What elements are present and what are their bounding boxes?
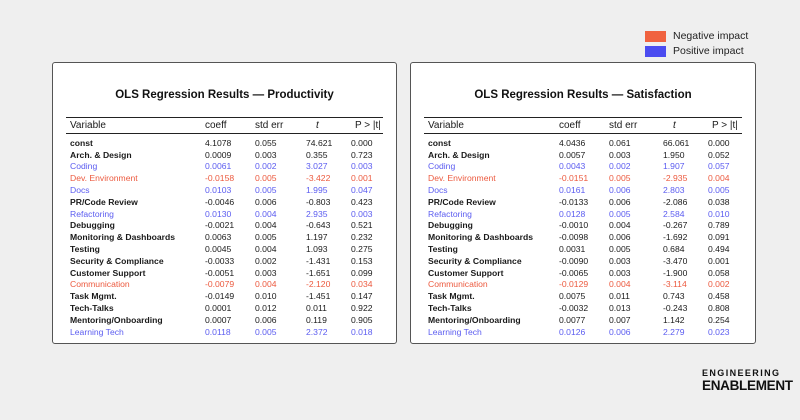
cell-std-err: 0.005	[255, 326, 277, 337]
header-p: P > |t|	[355, 120, 381, 131]
table-row	[424, 161, 742, 173]
cell-std-err: 0.013	[609, 303, 631, 314]
cell-std-err: 0.002	[255, 161, 277, 172]
cell-t: -2.120	[306, 279, 331, 290]
cell-variable: Tech-Talks	[428, 303, 472, 314]
cell-variable: Dev. Environment	[70, 173, 138, 184]
cell-variable: const	[70, 137, 93, 148]
cell-coeff: -0.0079	[205, 279, 235, 290]
cell-t: 1.093	[306, 244, 328, 255]
table-row	[424, 243, 742, 255]
cell-coeff: 0.0126	[559, 326, 586, 337]
cell-std-err: 0.004	[255, 244, 277, 255]
cell-std-err: 0.002	[255, 255, 277, 266]
cell-p: 0.005	[708, 185, 730, 196]
cell-p: 0.905	[351, 314, 373, 325]
cell-variable: Dev. Environment	[428, 173, 496, 184]
cell-coeff: 0.0130	[205, 208, 232, 219]
cell-variable: Docs	[70, 185, 90, 196]
cell-std-err: 0.061	[609, 137, 631, 148]
cell-variable: Communication	[428, 279, 488, 290]
cell-std-err: 0.010	[255, 291, 277, 302]
table-row	[424, 149, 742, 161]
cell-p: 0.010	[708, 208, 730, 219]
table-row	[66, 314, 383, 326]
productivity-panel	[52, 62, 397, 344]
cell-t: 1.950	[663, 149, 685, 160]
legend-label: Negative impact	[673, 30, 749, 42]
cell-std-err: 0.003	[255, 267, 277, 278]
cell-variable: Communication	[70, 279, 130, 290]
cell-coeff: 0.0001	[205, 303, 232, 314]
cell-t: 2.279	[663, 326, 685, 337]
cell-std-err: 0.012	[255, 303, 277, 314]
cell-std-err: 0.006	[255, 196, 277, 207]
cell-t: -1.451	[306, 291, 331, 302]
cell-variable: Debugging	[428, 220, 473, 231]
cell-coeff: -0.0098	[559, 232, 589, 243]
cell-p: 0.052	[708, 149, 730, 160]
cell-p: 0.047	[351, 185, 373, 196]
cell-p: 0.091	[708, 232, 730, 243]
table-row	[424, 137, 742, 149]
table-row	[424, 302, 742, 314]
panel-title: OLS Regression Results — Satisfaction	[474, 89, 692, 101]
cell-std-err: 0.004	[255, 220, 277, 231]
cell-p: 0.232	[351, 232, 373, 243]
cell-coeff: 0.0077	[559, 314, 586, 325]
cell-variable: Docs	[428, 185, 448, 196]
cell-t: 0.684	[663, 244, 685, 255]
cell-t: -0.803	[306, 196, 331, 207]
table-body	[66, 134, 383, 338]
negative-swatch	[645, 31, 666, 42]
cell-std-err: 0.006	[609, 326, 631, 337]
cell-std-err: 0.005	[609, 244, 631, 255]
cell-std-err: 0.003	[609, 255, 631, 266]
cell-t: 2.803	[663, 185, 685, 196]
header-std-err: std err	[609, 120, 638, 131]
header-t: t	[673, 120, 676, 131]
cell-p: 0.058	[708, 267, 730, 278]
header-coeff: coeff	[205, 120, 227, 131]
cell-t: -1.431	[306, 255, 331, 266]
cell-coeff: -0.0010	[559, 220, 589, 231]
cell-t: 2.584	[663, 208, 685, 219]
cell-p: 0.254	[708, 314, 730, 325]
legend-item-positive	[645, 44, 748, 58]
cell-coeff: -0.0051	[205, 267, 235, 278]
table-header	[66, 117, 383, 134]
table-header	[424, 117, 742, 134]
cell-variable: Learning Tech	[70, 326, 124, 337]
cell-coeff: -0.0133	[559, 196, 589, 207]
cell-t: -3.470	[663, 255, 688, 266]
legend-label: Positive impact	[673, 45, 744, 57]
cell-std-err: 0.006	[609, 232, 631, 243]
cell-t: 0.119	[306, 314, 327, 325]
cell-std-err: 0.011	[609, 291, 630, 302]
table-row	[424, 314, 742, 326]
cell-t: -0.643	[306, 220, 331, 231]
table-row	[424, 220, 742, 232]
cell-t: 0.743	[663, 291, 685, 302]
cell-coeff: 0.0118	[205, 326, 231, 337]
cell-t: 74.621	[306, 137, 333, 148]
cell-variable: Mentoring/Onboarding	[70, 314, 163, 325]
table-row	[424, 196, 742, 208]
table-row	[424, 326, 742, 338]
cell-std-err: 0.006	[609, 196, 631, 207]
cell-t: -0.267	[663, 220, 688, 231]
cell-p: 0.922	[351, 303, 373, 314]
cell-variable: Customer Support	[70, 267, 146, 278]
cell-variable: Arch. & Design	[70, 149, 132, 160]
cell-coeff: -0.0158	[205, 173, 235, 184]
cell-variable: Refactoring	[70, 208, 114, 219]
cell-coeff: -0.0032	[559, 303, 589, 314]
cell-variable: Arch. & Design	[428, 149, 490, 160]
header-variable: Variable	[428, 120, 464, 131]
cell-coeff: 0.0009	[205, 149, 232, 160]
cell-t: 2.935	[306, 208, 328, 219]
cell-coeff: -0.0065	[559, 267, 589, 278]
cell-std-err: 0.007	[609, 314, 631, 325]
cell-coeff: 0.0031	[559, 244, 586, 255]
cell-coeff: 0.0063	[205, 232, 232, 243]
legend	[645, 29, 748, 59]
cell-p: 0.000	[708, 137, 730, 148]
legend-item-negative	[645, 29, 748, 43]
table-row	[66, 149, 383, 161]
cell-t: -1.900	[663, 267, 688, 278]
table-row	[424, 231, 742, 243]
table-row	[66, 243, 383, 255]
cell-std-err: 0.006	[255, 314, 277, 325]
cell-t: -3.422	[306, 173, 331, 184]
cell-t: 2.372	[306, 326, 328, 337]
cell-variable: Mentoring/Onboarding	[428, 314, 521, 325]
cell-t: 0.355	[306, 149, 328, 160]
cell-coeff: 0.0043	[559, 161, 586, 172]
cell-p: 0.018	[351, 326, 373, 337]
cell-std-err: 0.003	[609, 267, 631, 278]
cell-coeff: 0.0161	[559, 185, 586, 196]
cell-p: 0.003	[351, 208, 373, 219]
header-p: P > |t|	[712, 120, 738, 131]
table-row	[66, 184, 383, 196]
header-t: t	[316, 120, 319, 131]
cell-t: 1.995	[306, 185, 328, 196]
table-row	[66, 290, 383, 302]
cell-t: -2.086	[663, 196, 688, 207]
table-row	[66, 231, 383, 243]
header-variable: Variable	[70, 120, 106, 131]
table-row	[66, 137, 383, 149]
table-row	[66, 267, 383, 279]
cell-variable: const	[428, 137, 451, 148]
cell-variable: Monitoring & Dashboards	[70, 232, 176, 243]
cell-variable: Learning Tech	[428, 326, 482, 337]
table-row	[424, 184, 742, 196]
cell-coeff: -0.0090	[559, 255, 589, 266]
table-row	[66, 161, 383, 173]
cell-variable: Coding	[428, 161, 456, 172]
cell-coeff: -0.0046	[205, 196, 235, 207]
table-row	[66, 196, 383, 208]
cell-p: 0.808	[708, 303, 730, 314]
cell-p: 0.423	[351, 196, 373, 207]
cell-coeff: -0.0129	[559, 279, 589, 290]
cell-p: 0.789	[708, 220, 730, 231]
cell-coeff: 0.0045	[205, 244, 232, 255]
cell-std-err: 0.004	[255, 279, 277, 290]
cell-std-err: 0.005	[255, 185, 277, 196]
satisfaction-panel	[410, 62, 756, 344]
cell-t: 1.907	[663, 161, 685, 172]
cell-variable: Customer Support	[428, 267, 504, 278]
cell-variable: Coding	[70, 161, 98, 172]
cell-coeff: 0.0103	[205, 185, 232, 196]
cell-coeff: -0.0033	[205, 255, 235, 266]
header-coeff: coeff	[559, 120, 581, 131]
cell-t: -0.243	[663, 303, 688, 314]
cell-std-err: 0.003	[609, 149, 631, 160]
cell-variable: Testing	[70, 244, 100, 255]
cell-p: 0.494	[708, 244, 730, 255]
cell-p: 0.723	[351, 149, 373, 160]
cell-std-err: 0.006	[609, 185, 631, 196]
cell-t: 3.027	[306, 161, 328, 172]
cell-coeff: -0.0021	[205, 220, 235, 231]
cell-t: 0.011	[306, 303, 327, 314]
cell-variable: Task Mgmt.	[428, 291, 475, 302]
table-row	[424, 279, 742, 291]
cell-p: 0.038	[708, 196, 730, 207]
table-row	[66, 302, 383, 314]
cell-variable: Tech-Talks	[70, 303, 114, 314]
cell-std-err: 0.004	[609, 220, 631, 231]
cell-coeff: 0.0007	[205, 314, 232, 325]
cell-p: 0.003	[351, 161, 373, 172]
table-row	[66, 255, 383, 267]
cell-p: 0.001	[708, 255, 730, 266]
logo-line-1: ENGINEERING	[702, 368, 781, 378]
cell-std-err: 0.055	[255, 137, 277, 148]
cell-p: 0.099	[351, 267, 373, 278]
table-row	[424, 290, 742, 302]
cell-coeff: 0.0057	[559, 149, 586, 160]
cell-p: 0.034	[351, 279, 373, 290]
cell-t: -1.651	[306, 267, 331, 278]
cell-t: 1.197	[306, 232, 328, 243]
cell-std-err: 0.005	[255, 173, 277, 184]
header-std-err: std err	[255, 120, 284, 131]
cell-p: 0.153	[351, 255, 373, 266]
logo	[702, 369, 793, 393]
cell-p: 0.147	[351, 291, 373, 302]
table-row	[66, 172, 383, 184]
cell-variable: Security & Compliance	[428, 255, 522, 266]
cell-p: 0.275	[351, 244, 373, 255]
cell-std-err: 0.003	[255, 149, 277, 160]
cell-std-err: 0.005	[609, 173, 631, 184]
cell-variable: Testing	[428, 244, 458, 255]
cell-std-err: 0.002	[609, 161, 631, 172]
cell-t: 66.061	[663, 137, 690, 148]
cell-variable: Task Mgmt.	[70, 291, 117, 302]
cell-p: 0.057	[708, 161, 730, 172]
table-row	[424, 172, 742, 184]
table-row	[66, 220, 383, 232]
table-row	[66, 208, 383, 220]
cell-p: 0.521	[351, 220, 373, 231]
cell-coeff: 0.0128	[559, 208, 586, 219]
cell-t: -1.692	[663, 232, 688, 243]
cell-coeff: 4.0436	[559, 137, 586, 148]
cell-coeff: -0.0149	[205, 291, 235, 302]
table-row	[424, 208, 742, 220]
positive-swatch	[645, 46, 666, 57]
cell-t: 1.142	[663, 314, 685, 325]
regression-table	[424, 117, 742, 338]
cell-variable: Security & Compliance	[70, 255, 164, 266]
cell-t: -2.935	[663, 173, 688, 184]
cell-variable: Monitoring & Dashboards	[428, 232, 534, 243]
cell-p: 0.001	[351, 173, 373, 184]
panel-title: OLS Regression Results — Productivity	[115, 89, 334, 101]
cell-std-err: 0.005	[609, 208, 631, 219]
cell-t: -3.114	[663, 279, 687, 290]
table-body	[424, 134, 742, 338]
cell-std-err: 0.004	[609, 279, 631, 290]
table-row	[66, 326, 383, 338]
cell-coeff: 0.0061	[205, 161, 232, 172]
cell-p: 0.023	[708, 326, 730, 337]
regression-table	[66, 117, 383, 338]
cell-p: 0.002	[708, 279, 730, 290]
cell-variable: Refactoring	[428, 208, 472, 219]
cell-p: 0.004	[708, 173, 730, 184]
cell-std-err: 0.005	[255, 232, 277, 243]
cell-p: 0.458	[708, 291, 730, 302]
cell-variable: PR/Code Review	[428, 196, 496, 207]
logo-line-2: ENABLEMENT	[702, 378, 793, 393]
table-row	[424, 267, 742, 279]
cell-variable: Debugging	[70, 220, 115, 231]
cell-p: 0.000	[351, 137, 373, 148]
cell-coeff: 0.0075	[559, 291, 586, 302]
cell-variable: PR/Code Review	[70, 196, 138, 207]
cell-coeff: -0.0151	[559, 173, 589, 184]
table-row	[424, 255, 742, 267]
table-row	[66, 279, 383, 291]
cell-coeff: 4.1078	[205, 137, 232, 148]
cell-std-err: 0.004	[255, 208, 277, 219]
